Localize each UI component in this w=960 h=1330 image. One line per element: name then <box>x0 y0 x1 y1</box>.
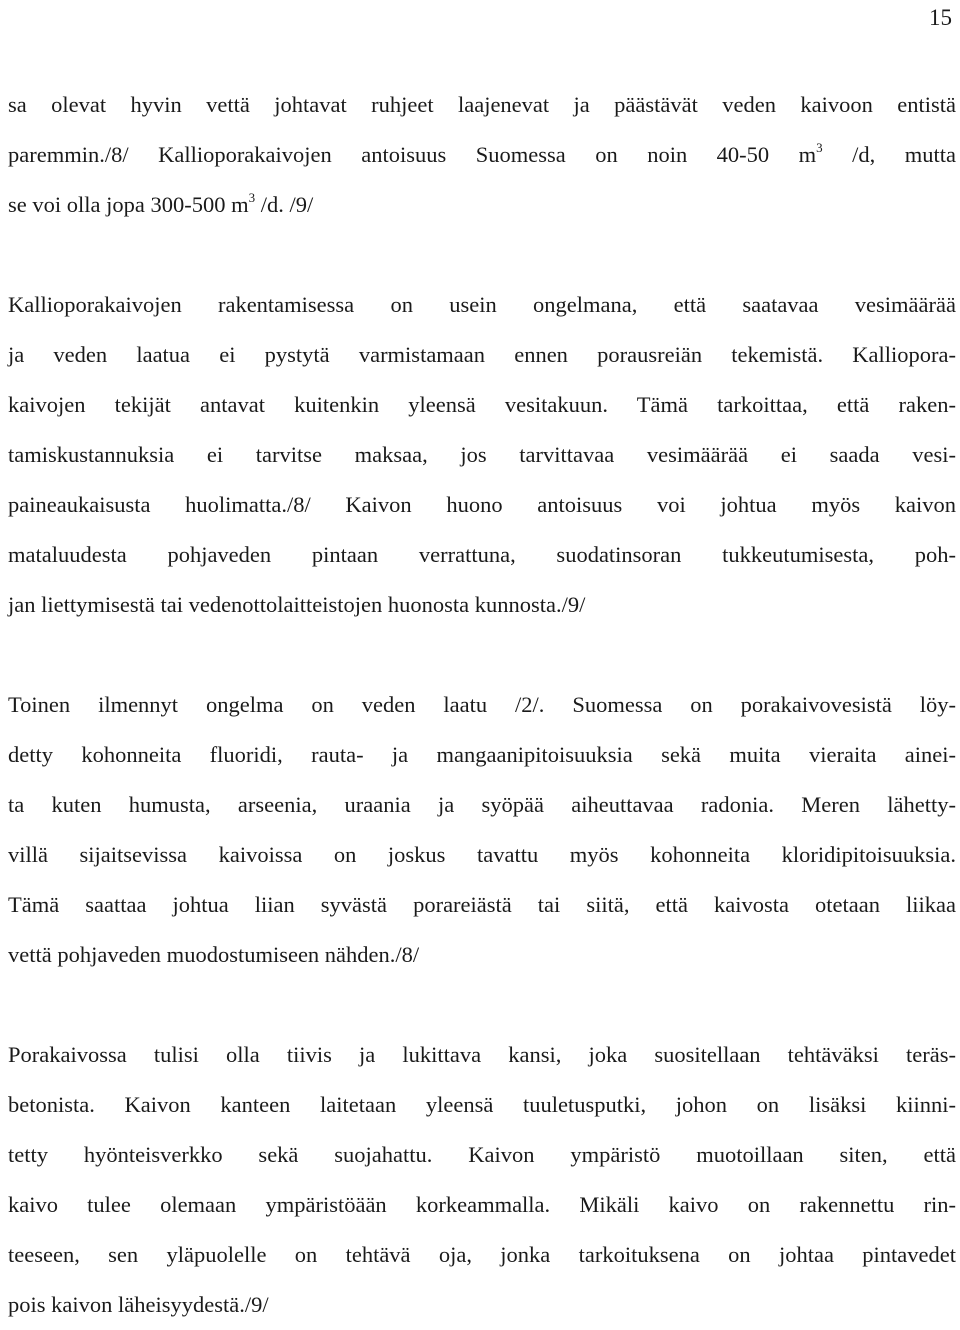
text-fragment: /d, mutta <box>822 142 956 167</box>
text-line: Tämä saattaa johtua liian syvästä porareiästä tai siitä, että kaivosta otetaan liikaa <box>8 892 956 917</box>
paragraph-1 <box>8 80 956 230</box>
superscript: 3 <box>816 140 823 155</box>
text-line: kaivo tulee olemaan ympäristöään korkeammalla. Mikäli kaivo on rakennettu rin- <box>8 1192 956 1217</box>
text-fragment: /d. /9/ <box>255 192 314 217</box>
text-fragment: paremmin./8/ Kallioporakaivojen antoisuus Suomessa on noin 40-50 m <box>8 142 817 167</box>
paragraph-gap <box>8 230 956 280</box>
text-line: Kallioporakaivojen rakentamisessa on usein ongelmana, että saatavaa vesimäärää <box>8 292 956 317</box>
text-line: ja veden laatua ei pystytä varmistamaan ennen porausreiän tekemistä. Kalliopora- <box>8 342 956 367</box>
superscript: 3 <box>248 190 256 205</box>
text-line: detty kohonneita fluoridi, rauta- ja mangaanipitoisuuksia sekä muita vieraita ainei- <box>8 742 956 767</box>
text-line: sa olevat hyvin vettä johtavat ruhjeet laajenevat ja päästävät veden kaivoon entistä <box>8 92 956 117</box>
paragraph-gap <box>8 980 956 1030</box>
text-line: tetty hyönteisverkko sekä suojahattu. Kaivon ympäristö muotoillaan siten, että <box>8 1142 956 1167</box>
paragraph-3 <box>8 680 956 980</box>
text-line <box>8 130 956 180</box>
text-line: jan liettymisestä tai vedenottolaitteistojen huonosta kunnosta./9/ <box>8 592 586 617</box>
paragraph-2 <box>8 280 956 630</box>
text-line: teeseen, sen yläpuolelle on tehtävä oja, jonka tarkoituksena on johtaa pintavedet <box>8 1242 956 1267</box>
text-line: ta kuten humusta, arseenia, uraania ja syöpää aiheuttavaa radonia. Meren lähetty- <box>8 792 956 817</box>
text-fragment: se voi olla jopa 300-500 m <box>8 192 249 217</box>
text-line: tamiskustannuksia ei tarvitse maksaa, jos tarvittavaa vesimäärää ei saada vesi- <box>8 442 956 467</box>
text-line: villä sijaitsevissa kaivoissa on joskus tavattu myös kohonneita kloridipitoisuuksia. <box>8 842 956 867</box>
text-line: betonista. Kaivon kanteen laitetaan yleensä tuuletusputki, johon on lisäksi kiinni- <box>8 1092 956 1117</box>
text-line: pois kaivon läheisyydestä./9/ <box>8 1292 269 1317</box>
text-line <box>8 180 956 230</box>
text-line: vettä pohjaveden muodostumiseen nähden./8/ <box>8 942 420 967</box>
document-body <box>8 80 956 1330</box>
text-line: kaivojen tekijät antavat kuitenkin yleensä vesitakuun. Tämä tarkoittaa, että raken- <box>8 392 956 417</box>
text-line: Toinen ilmennyt ongelma on veden laatu /2/. Suomessa on porakaivovesistä löy- <box>8 692 956 717</box>
paragraph-gap <box>8 630 956 680</box>
text-line: mataluudesta pohjaveden pintaan verrattuna, suodatinsoran tukkeutumisesta, poh- <box>8 542 956 567</box>
text-line: Porakaivossa tulisi olla tiivis ja lukittava kansi, joka suositellaan tehtäväksi teräs- <box>8 1042 956 1067</box>
text-line: paineaukaisusta huolimatta./8/ Kaivon huono antoisuus voi johtua myös kaivon <box>8 492 956 517</box>
paragraph-4 <box>8 1030 956 1330</box>
page-number: 15 <box>929 5 952 30</box>
